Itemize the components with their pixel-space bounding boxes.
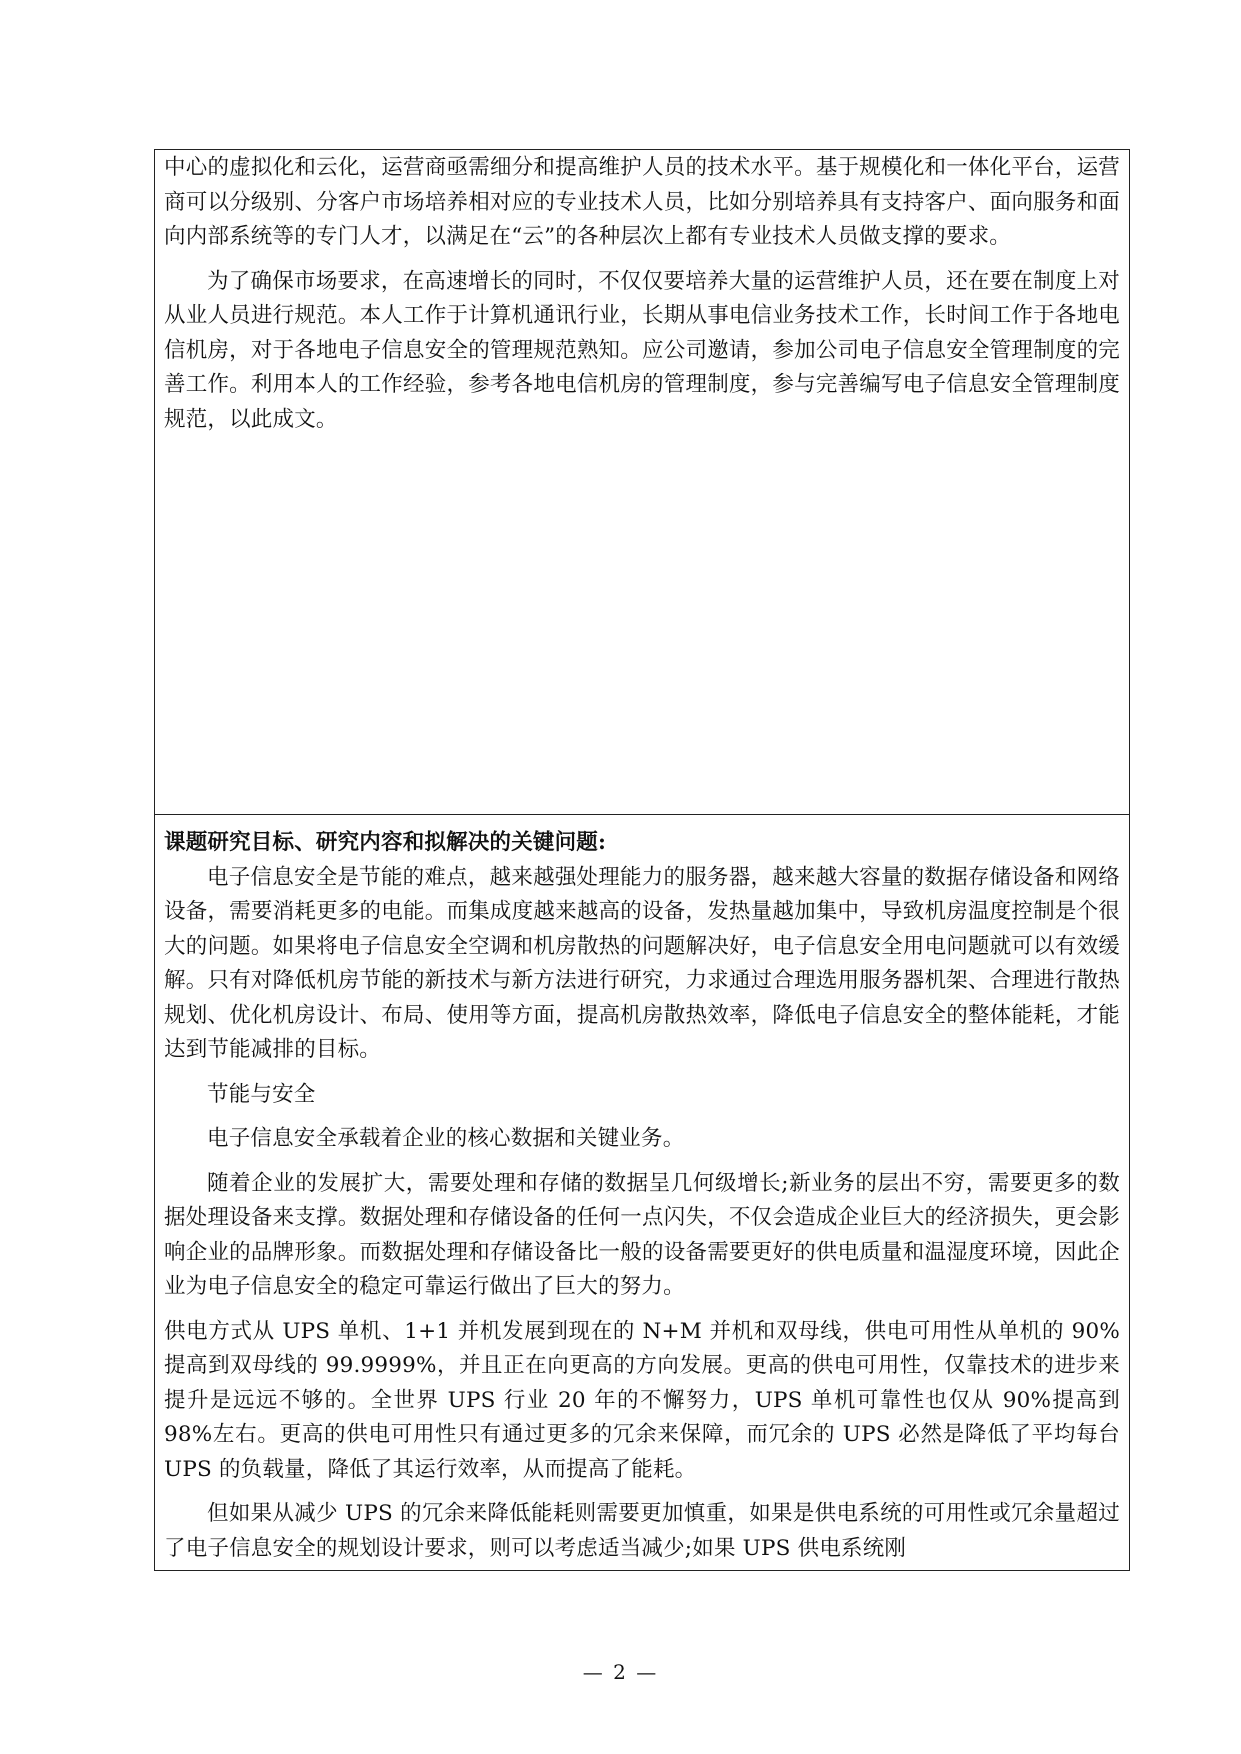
paragraph: 但如果从减少 UPS 的冗余来降低能耗则需要更加慎重，如果是供电系统的可用性或冗余量超过了电子信息安全的规划设计要求，则可以考虑适当减少;如果 UPS 供电系统刚	[164, 1501, 1120, 1561]
paragraph: 电子信息安全承载着企业的核心数据和关键业务。	[207, 1126, 685, 1151]
page-number: — 2 —	[582, 1660, 659, 1684]
paragraph: 随着企业的发展扩大，需要处理和存储的数据呈几何级增长;新业务的层出不穷，需要更多的数据处理设备来支撑。数据处理和存储设备的任何一点闪失，不仅会造成企业巨大的经济损失，更会影响企业的品牌形象。而数据处理和存储设备比一般的设备需要更好的供电质量和温湿度环境，因此企业为电子信息安全的稳定可靠运行做出了巨大的努力。	[164, 1170, 1120, 1299]
top-row	[155, 150, 1130, 815]
bottom-row	[155, 815, 1130, 1571]
bottom-cell	[155, 815, 1130, 1571]
paragraph: 供电方式从 UPS 单机、1+1 并机发展到现在的 N+M 并机和双母线，供电可用性从单机的 90%提高到双母线的 99.9999%，并且正在向更高的方向发展。更高的供电可用性，仅靠技术的进步来提升是远远不够的。全世界 UPS 行业 20 年的不懈努力，UPS 单机可靠性也仅从 90%提高到 98%左右。更高的供电可用性只有通过更多的冗余来保障，而冗余的 UPS 必然是降低了平均每台 UPS 的负载量，降低了其运行效率，从而提高了能耗。	[164, 1318, 1120, 1482]
paragraph: 中心的虚拟化和云化，运营商亟需细分和提高维护人员的技术水平。基于规模化和一体化平台，运营商可以分级别、分客户市场培养相对应的专业技术人员，比如分别培养具有支持客户、面向服务和面向内部系统等的专门人才，以满足在“云”的各种层次上都有专业技术人员做支撑的要求。	[164, 155, 1120, 249]
paragraph: 为了确保市场要求，在高速增长的同时，不仅仅要培养大量的运营维护人员，还在要在制度上对从业人员进行规范。本人工作于计算机通讯行业，长期从事电信业务技术工作，长时间工作于各地电信机房，对于各地电子信息安全的管理规范熟知。应公司邀请，参加公司电子信息安全管理制度的完善工作。利用本人的工作经验，参考各地电信机房的管理制度，参与完善编写电子信息安全管理制度规范，以此成文。	[164, 268, 1120, 432]
top-cell	[155, 150, 1130, 815]
paragraph: 电子信息安全是节能的难点，越来越强处理能力的服务器，越来越大容量的数据存储设备和网络设备，需要消耗更多的电能。而集成度越来越高的设备，发热量越加集中，导致机房温度控制是个很大的问题。如果将电子信息安全空调和机房散热的问题解决好，电子信息安全用电问题就可以有效缓解。只有对降低机房节能的新技术与新方法进行研究，力求通过合理选用服务器机架、合理进行散热规划、优化机房设计、布局、使用等方面，提高机房散热效率，降低电子信息安全的整体能耗，才能达到节能减排的目标。	[164, 864, 1120, 1062]
section-heading: 课题研究目标、研究内容和拟解决的关键问题:	[164, 830, 607, 855]
form-table	[154, 149, 1130, 1571]
paragraph: 节能与安全	[207, 1081, 316, 1107]
